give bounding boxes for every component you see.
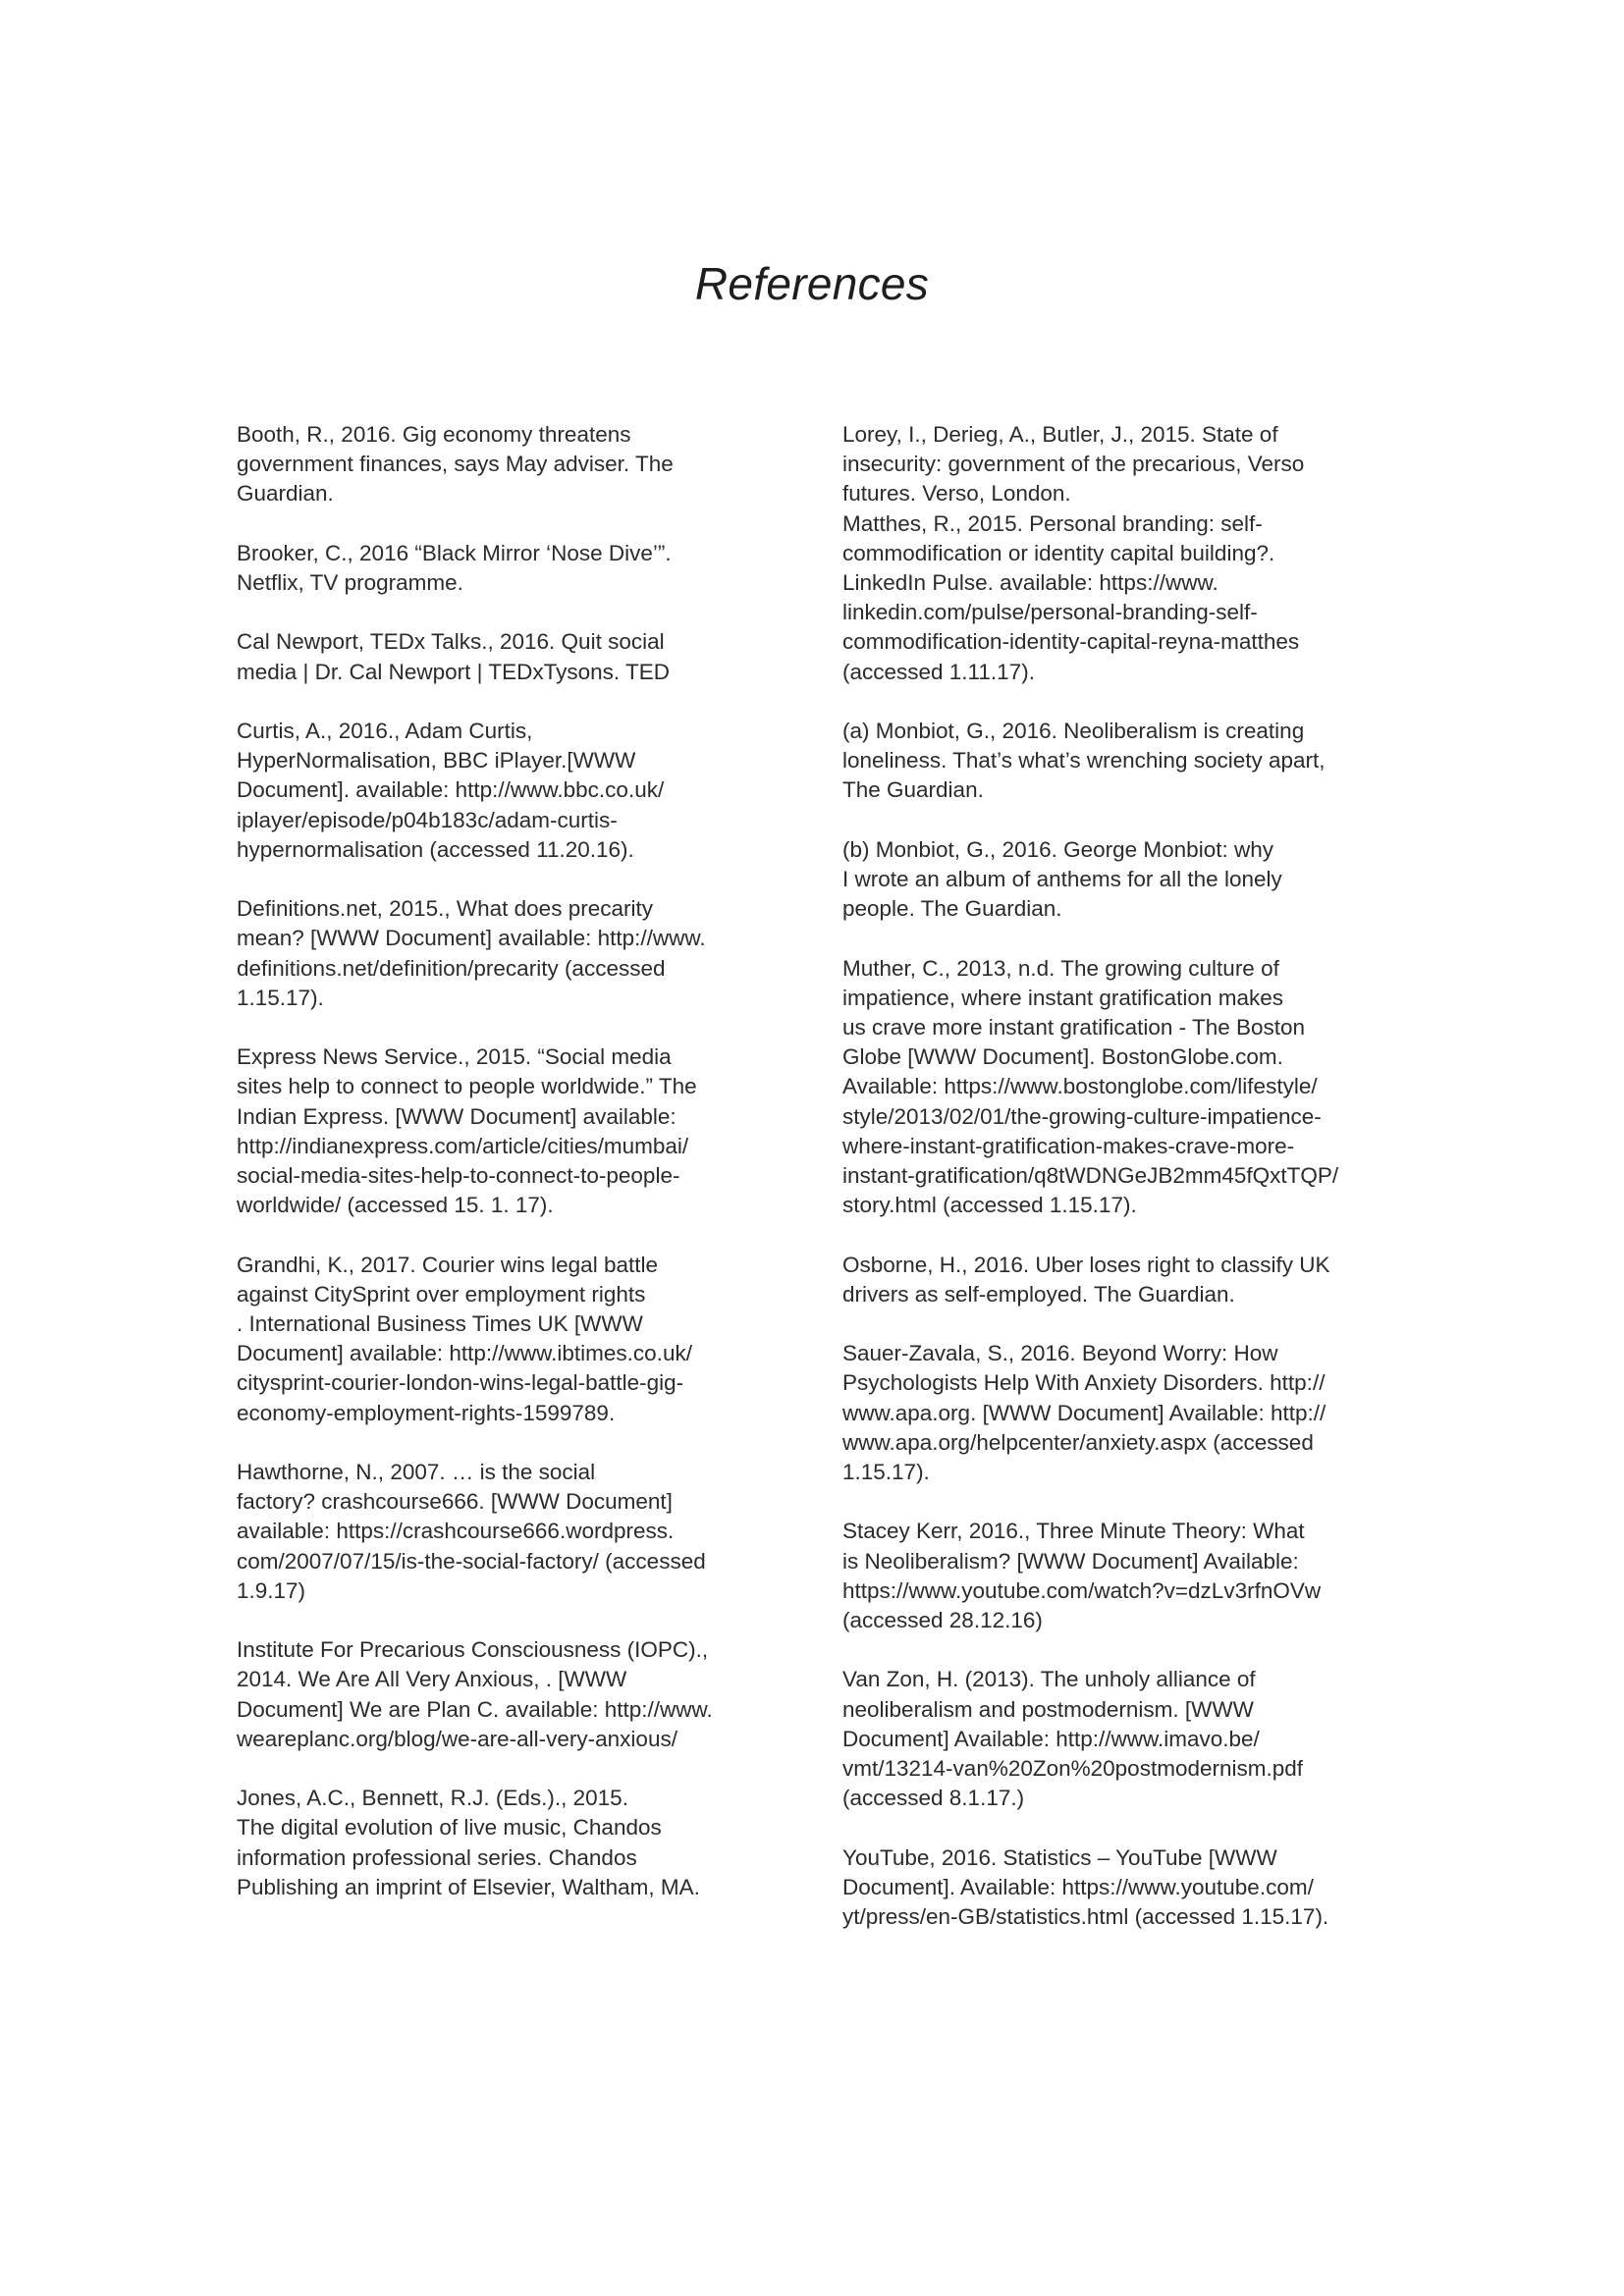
reference-line: Netflix, TV programme. bbox=[237, 570, 463, 595]
reference-line: Hawthorne, N., 2007. … is the social bbox=[237, 1460, 596, 1484]
reference-entry bbox=[842, 1339, 1412, 1487]
reference-line: futures. Verso, London. bbox=[842, 481, 1071, 507]
reference-line: . International Business Times UK [WWW bbox=[237, 1311, 643, 1336]
reference-entry bbox=[237, 539, 786, 598]
reference-line: Matthes, R., 2015. Personal branding: self- bbox=[842, 510, 1263, 536]
reference-line: people. The Guardian. bbox=[842, 896, 1062, 922]
reference-line: The Guardian. bbox=[842, 777, 984, 803]
reference-line: www.apa.org/helpcenter/anxiety.aspx (accessed bbox=[842, 1429, 1314, 1455]
reference-line: economy-employment-rights-1599789. bbox=[237, 1400, 616, 1425]
reference-line: Psychologists Help With Anxiety Disorders. http:// bbox=[842, 1370, 1326, 1396]
reference-line: (b) Monbiot, G., 2016. George Monbiot: why bbox=[842, 836, 1273, 862]
reference-line: factory? crashcourse666. [WWW Document] bbox=[237, 1489, 673, 1515]
reference-line: LinkedIn Pulse. available: https://www. bbox=[842, 570, 1218, 596]
reference-line: Brooker, C., 2016 “Black Mirror ‘Nose Dive’”. bbox=[237, 540, 672, 565]
reference-line: Sauer-Zavala, S., 2016. Beyond Worry: How bbox=[842, 1341, 1278, 1366]
reference-line: available: https://crashcourse666.wordpress. bbox=[237, 1519, 675, 1544]
reference-line: (accessed 8.1.17.) bbox=[842, 1786, 1025, 1811]
reference-line: https://www.youtube.com/watch?v=dzLv3rfnOVw bbox=[842, 1577, 1322, 1603]
reference-entry bbox=[842, 420, 1412, 509]
reference-line: government finances, says May adviser. The bbox=[237, 452, 674, 477]
reference-line: Jones, A.C., Bennett, R.J. (Eds.)., 2015. bbox=[237, 1786, 628, 1811]
reference-entry bbox=[842, 954, 1412, 1221]
reference-line: Globe [WWW Document]. BostonGlobe.com. bbox=[842, 1044, 1283, 1070]
reference-line: citysprint-courier-london-wins-legal-battle-gig- bbox=[237, 1370, 684, 1396]
reference-line: sites help to connect to people worldwide.” The bbox=[237, 1074, 697, 1099]
reference-line: Cal Newport, TEDx Talks., 2016. Quit social bbox=[237, 629, 665, 655]
reference-entry bbox=[237, 1635, 786, 1754]
reference-line: YouTube, 2016. Statistics – YouTube [WWW bbox=[842, 1844, 1277, 1870]
reference-line: com/2007/07/15/is-the-social-factory/ (accessed bbox=[237, 1548, 706, 1574]
reference-entry bbox=[842, 1843, 1412, 1933]
reference-line: Stacey Kerr, 2016., Three Minute Theory: What bbox=[842, 1519, 1305, 1544]
reference-entry bbox=[237, 627, 786, 686]
reference-entry bbox=[237, 1042, 786, 1220]
reference-line: Van Zon, H. (2013). The unholy alliance of bbox=[842, 1667, 1256, 1692]
reference-entry bbox=[842, 835, 1412, 925]
reference-line: (accessed 1.11.17). bbox=[842, 659, 1035, 684]
reference-entry bbox=[237, 1251, 786, 1428]
reference-line: Available: https://www.bostonglobe.com/lifestyle/ bbox=[842, 1074, 1318, 1099]
reference-line: Document] available: http://www.ibtimes.co.uk/ bbox=[237, 1341, 692, 1366]
reference-line: Document] We are Plan C. available: http://www. bbox=[237, 1696, 713, 1722]
reference-line: is Neoliberalism? [WWW Document] Available: bbox=[842, 1548, 1299, 1574]
reference-line: HyperNormalisation, BBC iPlayer.[WWW bbox=[237, 748, 636, 774]
reference-line: Guardian. bbox=[237, 481, 334, 507]
reference-line: Grandhi, K., 2017. Courier wins legal battle bbox=[237, 1252, 658, 1277]
reference-entry bbox=[237, 1458, 786, 1606]
reference-line: (accessed 28.12.16) bbox=[842, 1608, 1043, 1633]
reference-line: http://indianexpress.com/article/cities/mumbai/ bbox=[237, 1133, 689, 1158]
reference-line: Lorey, I., Derieg, A., Butler, J., 2015. State of bbox=[842, 422, 1278, 447]
reference-line: worldwide/ (accessed 15. 1. 17). bbox=[237, 1193, 554, 1218]
reference-line: mean? [WWW Document] available: http://www. bbox=[237, 926, 706, 951]
reference-line: Document] Available: http://www.imavo.be/ bbox=[842, 1726, 1260, 1751]
reference-line: (a) Monbiot, G., 2016. Neoliberalism is creating bbox=[842, 719, 1305, 744]
reference-line: information professional series. Chandos bbox=[237, 1844, 637, 1870]
reference-line: style/2013/02/01/the-growing-culture-impatience- bbox=[842, 1103, 1322, 1129]
reference-line: 1.9.17) bbox=[237, 1577, 306, 1603]
page-title: References bbox=[694, 258, 930, 309]
reference-line: where-instant-gratification-makes-crave-more- bbox=[842, 1133, 1295, 1158]
reference-line: Curtis, A., 2016., Adam Curtis, bbox=[237, 718, 533, 743]
reference-line: weareplanc.org/blog/we-are-all-very-anxious/ bbox=[237, 1726, 677, 1751]
reference-line: against CitySprint over employment rights bbox=[237, 1281, 646, 1307]
reference-line: commodification or identity capital building?. bbox=[842, 540, 1275, 565]
reference-line: Osborne, H., 2016. Uber loses right to classify UK bbox=[842, 1252, 1330, 1277]
reference-entry bbox=[237, 717, 786, 865]
reference-line: Muther, C., 2013, n.d. The growing culture of bbox=[842, 955, 1279, 981]
reference-line: 1.15.17). bbox=[842, 1460, 930, 1485]
reference-entry bbox=[842, 1517, 1412, 1635]
reference-line: commodification-identity-capital-reyna-matthes bbox=[842, 629, 1300, 655]
reference-line: Institute For Precarious Consciousness (IOPC)., bbox=[237, 1637, 709, 1663]
reference-line: Booth, R., 2016. Gig economy threatens bbox=[237, 422, 631, 447]
references-left-column bbox=[237, 420, 786, 1932]
reference-line: social-media-sites-help-to-connect-to-people- bbox=[237, 1163, 680, 1188]
reference-line: instant-gratification/q8tWDNGeJB2mm45fQxtTQP/ bbox=[842, 1163, 1339, 1189]
reference-line: The digital evolution of live music, Chandos bbox=[237, 1815, 662, 1841]
reference-line: media | Dr. Cal Newport | TEDxTysons. TED bbox=[237, 659, 670, 684]
reference-line: hypernormalisation (accessed 11.20.16). bbox=[237, 836, 634, 862]
reference-line: story.html (accessed 1.15.17). bbox=[842, 1193, 1137, 1218]
reference-entry bbox=[237, 1784, 786, 1902]
reference-line: drivers as self-employed. The Guardian. bbox=[842, 1281, 1235, 1307]
reference-entry bbox=[842, 717, 1412, 806]
reference-line: Indian Express. [WWW Document] available: bbox=[237, 1103, 677, 1129]
reference-line: Definitions.net, 2015., What does precarity bbox=[237, 896, 653, 922]
reference-line: insecurity: government of the precarious, Verso bbox=[842, 452, 1305, 477]
reference-line: vmt/13214-van%20Zon%20postmodernism.pdf bbox=[842, 1756, 1304, 1782]
reference-line: linkedin.com/pulse/personal-branding-self- bbox=[842, 600, 1258, 625]
reference-line: iplayer/episode/p04b183c/adam-curtis- bbox=[237, 807, 618, 832]
reference-line: neoliberalism and postmodernism. [WWW bbox=[842, 1696, 1254, 1722]
reference-line: 1.15.17). bbox=[237, 985, 324, 1010]
reference-line: loneliness. That’s what’s wrenching society apart, bbox=[842, 748, 1326, 774]
reference-line: Express News Service., 2015. “Social media bbox=[237, 1044, 672, 1070]
reference-line: Document]. available: http://www.bbc.co.uk/ bbox=[237, 777, 665, 803]
reference-entry bbox=[842, 1251, 1412, 1309]
reference-entry bbox=[842, 1665, 1412, 1813]
reference-line: www.apa.org. [WWW Document] Available: http:// bbox=[842, 1400, 1326, 1425]
reference-line: Document]. Available: https://www.youtube.com/ bbox=[842, 1874, 1314, 1899]
reference-entry bbox=[237, 894, 786, 1013]
reference-line: us crave more instant gratification - The Boston bbox=[842, 1015, 1306, 1041]
reference-entry bbox=[842, 509, 1412, 687]
reference-line: Publishing an imprint of Elsevier, Waltham, MA. bbox=[237, 1874, 700, 1899]
reference-line: I wrote an album of anthems for all the lonely bbox=[842, 867, 1282, 892]
reference-line: definitions.net/definition/precarity (accessed bbox=[237, 955, 666, 981]
references-right-column bbox=[842, 420, 1412, 1961]
reference-line: impatience, where instant gratification makes bbox=[842, 985, 1283, 1010]
reference-line: yt/press/en-GB/statistics.html (accessed 1.15.17). bbox=[842, 1904, 1329, 1930]
reference-entry bbox=[237, 420, 786, 509]
reference-line: 2014. We Are All Very Anxious, . [WWW bbox=[237, 1667, 627, 1692]
